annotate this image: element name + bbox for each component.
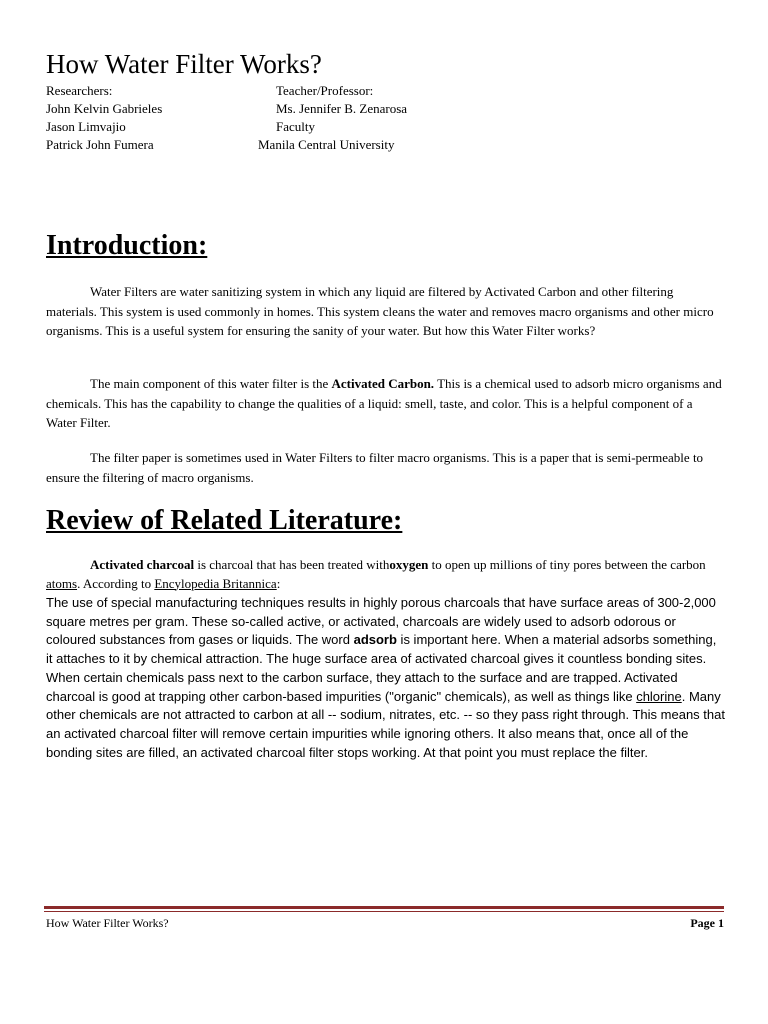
adsorb-bold: adsorb bbox=[353, 632, 397, 648]
researcher-name: John Kelvin Gabrieles bbox=[46, 101, 163, 116]
researchers-label: Researchers: bbox=[46, 83, 113, 98]
review-text: . According to bbox=[77, 575, 155, 591]
teacher-block bbox=[258, 82, 498, 154]
chlorine-link[interactable]: chlorine bbox=[636, 688, 682, 704]
britannica-quote bbox=[46, 594, 726, 762]
atoms-link[interactable]: atoms bbox=[46, 575, 78, 591]
researcher-name: Patrick John Fumera bbox=[46, 137, 154, 152]
review-text: is charcoal that has been treated with bbox=[194, 557, 390, 572]
quote-text: The use of special manufacturing techniques results in highly porous charcoals that have surface areas of 300-2,000 square metres per gram. These so-called active, or activated, charcoals are widely used to adsorb odorous or coloured substances from gases or liquids. The word bbox=[46, 595, 716, 648]
teacher-label: Teacher/Professor: bbox=[276, 83, 374, 98]
introduction-heading: Introduction: bbox=[46, 230, 208, 261]
activated-charcoal-bold: Activated charcoal bbox=[90, 557, 195, 572]
intro-paragraph-1: Water Filters are water sanitizing system in which any liquid are filtered by Activated Carbon and other filtering materials. This system is used commonly in homes. This system cleans the water and removes macro organisms and other micro organisms. This is a useful system for ensuring the sanity of your water. But how this Water Filter works? bbox=[46, 284, 714, 338]
researcher-name: Jason Limvajio bbox=[46, 119, 126, 134]
review-text: to open up millions of tiny pores between the carbon bbox=[428, 557, 706, 572]
intro-p2-text: The main component of this water filter is the bbox=[90, 376, 332, 391]
oxygen-bold: oxygen bbox=[389, 557, 429, 572]
intro-paragraph-2 bbox=[46, 374, 726, 433]
review-heading: Review of Related Literature: bbox=[46, 505, 403, 536]
quote-text: is important here. When a material adsorbs something, it attaches to it by chemical attraction. The huge surface area of activated charcoal gives it countless bonding sites. When certain chemicals pass next to the carbon surface, they attach to the surface and are trapped. Activated charcoal is good at trapping other carbon-based impurities ("organic" chemicals), as well as things like bbox=[46, 632, 717, 704]
researchers-block bbox=[46, 82, 266, 154]
quote-text: . Many other chemicals are not attracted to carbon at all -- sodium, nitrates, etc. -- so they pass right through. This means that an activated charcoal filter will remove certain impurities while ignoring others. It also means that, once all of the bonding sites are filled, an activated charcoal filter stops working. At that point you must replace the filter. bbox=[46, 688, 725, 760]
activated-carbon-bold: Activated Carbon. bbox=[331, 376, 435, 391]
faculty-label: Faculty bbox=[276, 119, 315, 134]
review-text: : bbox=[276, 575, 281, 591]
footer-rule-thin bbox=[44, 911, 724, 912]
document-title: How Water Filter Works? bbox=[46, 49, 322, 79]
university-name: Manila Central University bbox=[258, 137, 395, 152]
footer-rule bbox=[44, 906, 724, 909]
review-paragraph bbox=[46, 556, 726, 593]
britannica-link[interactable]: Encylopedia Britannica bbox=[154, 575, 277, 591]
teacher-name: Ms. Jennifer B. Zenarosa bbox=[276, 101, 408, 116]
intro-p2-text: This is a chemical used to adsorb micro organisms and chemicals. This has the capability to change the qualities of a liquid: smell, taste, and color. This is a helpful component of a Water Filter. bbox=[46, 376, 722, 430]
footer-title: How Water Filter Works? bbox=[46, 916, 169, 930]
intro-paragraph-3: The filter paper is sometimes used in Water Filters to filter macro organisms. This is a paper that is semi-permeable to ensure the filtering of macro organisms. bbox=[46, 450, 704, 485]
page-number: Page 1 bbox=[690, 916, 724, 930]
